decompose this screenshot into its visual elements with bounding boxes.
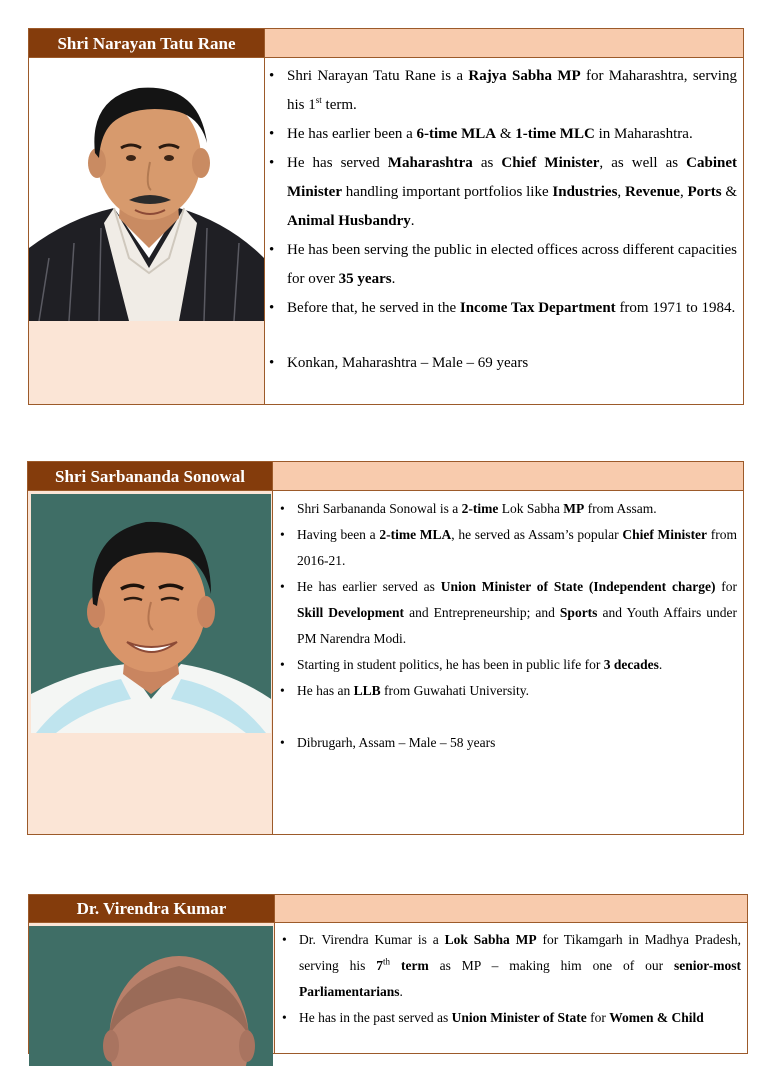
profile-card-sonowal xyxy=(27,461,744,835)
list-item: • Shri Narayan Tatu Rane is a Rajya Sabha MP for Maharashtra, serving his 1st term. xyxy=(287,62,737,120)
list-item: • He has in the past served as Union Minister of State for Women & Child xyxy=(299,1005,741,1031)
list-item: • Before that, he served in the Income Tax Department from 1971 to 1984. xyxy=(287,294,737,323)
profile-details xyxy=(273,491,743,834)
list-item: • He has served Maharashtra as Chief Minister, as well as Cabinet Minister handling important portfolios like Industries, Revenue, Ports & Animal Husbandry. xyxy=(287,149,737,236)
profile-details xyxy=(265,58,743,404)
profile-details xyxy=(275,923,747,1053)
portrait-photo xyxy=(29,926,273,1066)
list-item: • He has an LLB from Guwahati University. xyxy=(297,678,737,704)
portrait-photo xyxy=(31,494,271,733)
list-item: • Dibrugarh, Assam – Male – 58 years xyxy=(297,730,737,756)
header-band xyxy=(265,29,743,58)
profile-name: Shri Sarbananda Sonowal xyxy=(28,462,273,491)
portrait-photo xyxy=(29,58,264,321)
bullet-list xyxy=(299,927,741,1031)
list-item: • Konkan, Maharashtra – Male – 69 years xyxy=(287,349,737,378)
list-item: • He has been serving the public in elected offices across different capacities for over 35 years. xyxy=(287,236,737,294)
list-item: • Dr. Virendra Kumar is a Lok Sabha MP for Tikamgarh in Madhya Pradesh, serving his 7th term as MP – making him one of our senior-most Parliamentarians. xyxy=(299,927,741,1005)
list-item: • Shri Sarbananda Sonowal is a 2-time Lok Sabha MP from Assam. xyxy=(297,496,737,522)
list-item: • Having been a 2-time MLA, he served as Assam’s popular Chief Minister from 2016-21. xyxy=(297,522,737,574)
list-item: • Starting in student politics, he has been in public life for 3 decades. xyxy=(297,652,737,678)
list-item: • He has earlier served as Union Minister of State (Independent charge) for Skill Development and Entrepreneurship; and Sports and Youth Affairs under PM Narendra Modi. xyxy=(297,574,737,652)
profile-name: Shri Narayan Tatu Rane xyxy=(29,29,265,58)
header-band xyxy=(273,462,743,491)
header-band xyxy=(275,895,747,923)
profile-card-rane xyxy=(28,28,744,405)
list-item: • He has earlier been a 6-time MLA & 1-time MLC in Maharashtra. xyxy=(287,120,737,149)
profile-card-virendra-kumar xyxy=(28,894,748,1054)
bullet-list xyxy=(297,496,737,756)
profile-name: Dr. Virendra Kumar xyxy=(29,895,275,923)
bullet-list xyxy=(287,62,737,378)
